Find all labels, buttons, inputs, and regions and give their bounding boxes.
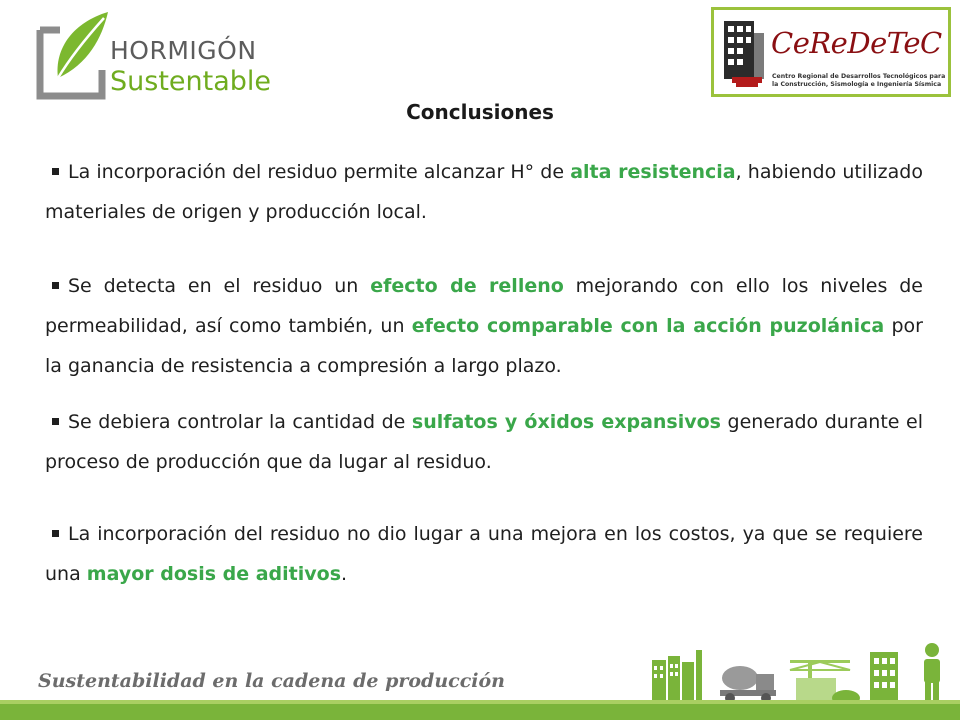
building-icon bbox=[722, 17, 768, 89]
text-run: . bbox=[341, 563, 348, 585]
highlight-run: efecto de relleno bbox=[370, 275, 564, 297]
logo-line-1: HORMIGÓN bbox=[110, 36, 257, 65]
page-title: Conclusiones bbox=[406, 100, 554, 124]
conclusions-list bbox=[45, 152, 923, 594]
highlight-run: alta resistencia bbox=[570, 161, 736, 183]
ceredetec-subtitle: Centro Regional de Desarrollos Tecnológicos para la Construcción, Sismología e Ingeniería Sísmica bbox=[772, 73, 946, 88]
text-run: La incorporación del residuo permite alcanzar H° de bbox=[68, 161, 571, 183]
highlight-run: efecto comparable con la acción puzolánica bbox=[411, 315, 885, 337]
text-run: Se debiera controlar la cantidad de bbox=[68, 411, 412, 433]
text-run: , habiendo utilizado materiales de origen y producción local. bbox=[45, 161, 923, 223]
ceredetec-logo bbox=[711, 7, 951, 97]
ceredetec-name: CeReDeTeC bbox=[771, 26, 942, 60]
conclusion-item bbox=[45, 152, 923, 232]
text-run: Se detecta en el residuo un bbox=[68, 275, 371, 297]
bullet-square-icon bbox=[52, 418, 59, 425]
bullet-square-icon bbox=[52, 282, 59, 289]
highlight-run: sulfatos y óxidos expansivos bbox=[411, 411, 721, 433]
conclusion-item bbox=[45, 266, 923, 386]
city-skyline-icon bbox=[640, 640, 960, 704]
bullet-square-icon bbox=[52, 530, 59, 537]
footer-tagline: Sustentabilidad en la cadena de producción bbox=[38, 670, 505, 692]
text-run: por la ganancia de resistencia a compresión a largo plazo. bbox=[45, 315, 923, 377]
conclusion-item bbox=[45, 514, 923, 594]
leaf-frame-icon bbox=[30, 8, 110, 104]
logo-line-2: Sustentable bbox=[110, 66, 272, 97]
conclusion-item bbox=[45, 402, 923, 482]
text-run: La incorporación del residuo no dio lugar a una mejora en los costos, ya que se requiere una bbox=[45, 523, 923, 585]
highlight-run: mayor dosis de aditivos bbox=[86, 563, 342, 585]
bullet-square-icon bbox=[52, 168, 59, 175]
hormigon-sustentable-logo bbox=[30, 8, 300, 104]
footer-bar bbox=[0, 704, 960, 720]
text-run: generado durante el proceso de producción que da lugar al residuo. bbox=[45, 411, 923, 473]
text-run: mejorando con ello los niveles de permeabilidad, así como también, un bbox=[45, 275, 923, 337]
